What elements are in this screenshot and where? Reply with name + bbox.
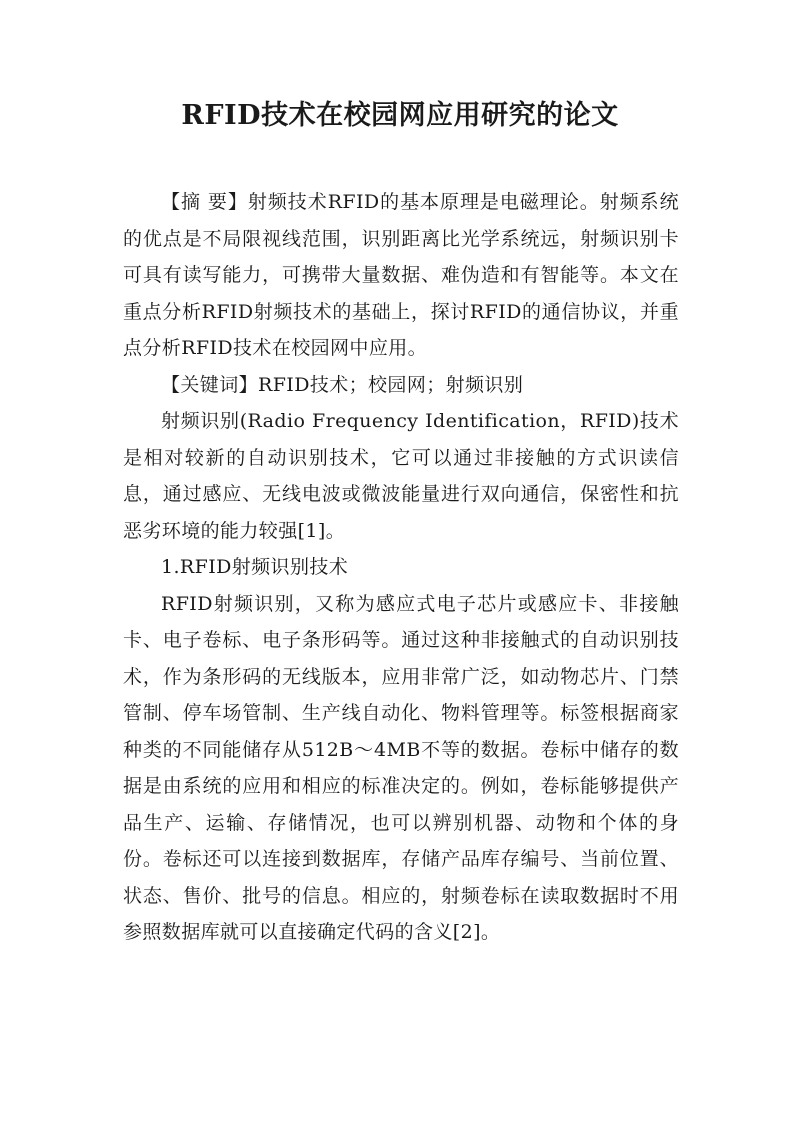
document-body [123,184,679,951]
intro-paragraph: 射频识别(Radio Frequency Identification，RFID)技术是相对较新的自动识别技术，它可以通过非接触的方式识读信息，通过感应、无线电波或微波能量进行双向通信，保密性和抗恶劣环境的能力较强[1]。 [123,410,679,542]
document-title: RFID技术在校园网应用研究的论文 [181,100,619,131]
abstract-paragraph: 【摘 要】射频技术RFID的基本原理是电磁理论。射频系统的优点是不局限视线范围，识别距离比光学系统远，射频识别卡可具有读写能力，可携带大量数据、难伪造和有智能等。本文在重点分析RFID射频技术的基础上，探讨RFID的通信协议，并重点分析RFID技术在校园网中应用。 [123,191,679,359]
section-heading: 1.RFID射频识别技术 [161,556,349,578]
keywords-paragraph: 【关键词】RFID技术；校园网；射频识别 [161,373,524,396]
section-body-paragraph: RFID射频识别，又称为感应式电子芯片或感应卡、非接触卡、电子卷标、电子条形码等。通过这种非接触式的自动识别技术，作为条形码的无线版本，应用非常广泛，如动物芯片、门禁管制、停车场管制、生产线自动化、物料管理等。标签根据商家种类的不同能储存从512B～4MB不等的数据。卷标中储存的数据是由系统的应用和相应的标准决定的。例如，卷标能够提供产品生产、运输、存储情况，也可以辨别机器、动物和个体的身份。卷标还可以连接到数据库，存储产品库存编号、当前位置、状态、售价、批号的信息。相应的，射频卷标在读取数据时不用参照数据库就可以直接确定代码的含义[2]。 [123,592,679,943]
